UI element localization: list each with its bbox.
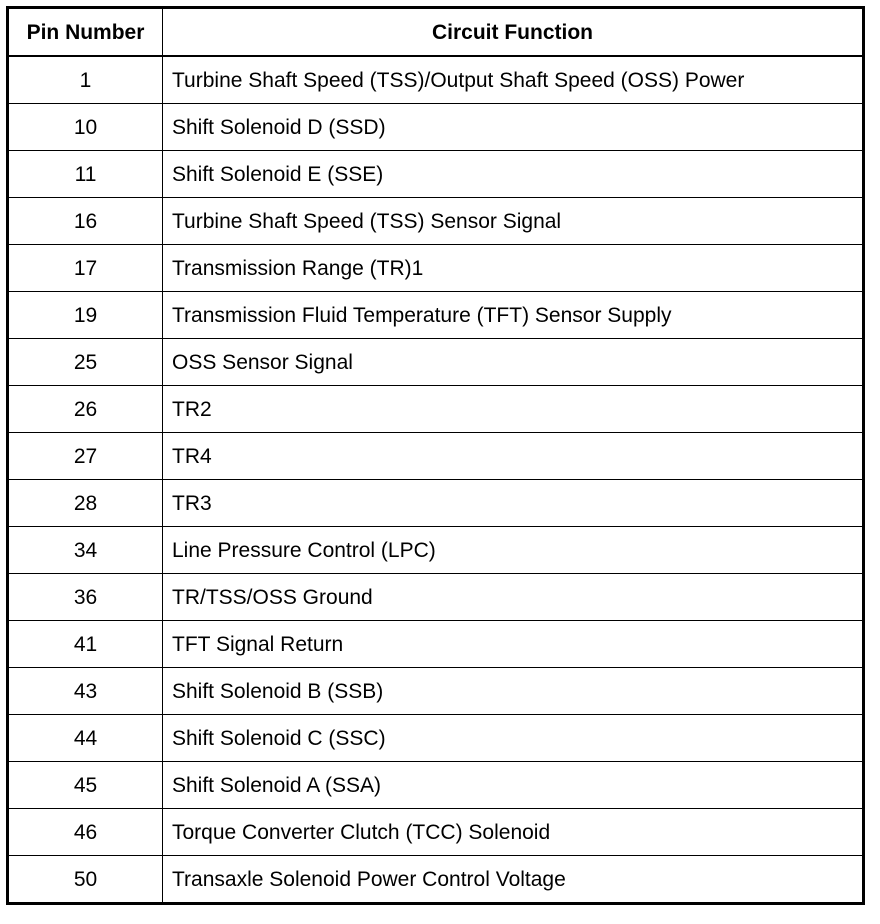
circuit-function-cell: OSS Sensor Signal: [163, 339, 864, 386]
pin-number-cell: 34: [8, 527, 163, 574]
pin-number-cell: 41: [8, 621, 163, 668]
table-row: [8, 527, 864, 574]
table-row: [8, 104, 864, 151]
pin-number-cell: 50: [8, 856, 163, 904]
pin-number-cell: 26: [8, 386, 163, 433]
pin-number-cell: 27: [8, 433, 163, 480]
pin-number-cell: 45: [8, 762, 163, 809]
table-row: [8, 151, 864, 198]
table-header: [8, 8, 864, 57]
pin-number-cell: 28: [8, 480, 163, 527]
pin-number-cell: 44: [8, 715, 163, 762]
pin-number-cell: 36: [8, 574, 163, 621]
circuit-function-cell: Shift Solenoid B (SSB): [163, 668, 864, 715]
table-row: [8, 856, 864, 904]
circuit-function-cell: Transmission Range (TR)1: [163, 245, 864, 292]
table-body: [8, 56, 864, 904]
circuit-function-cell: Shift Solenoid D (SSD): [163, 104, 864, 151]
table-row: [8, 668, 864, 715]
circuit-function-cell: TR2: [163, 386, 864, 433]
table-row: [8, 433, 864, 480]
circuit-function-cell: Shift Solenoid C (SSC): [163, 715, 864, 762]
pin-number-header: Pin Number: [8, 8, 163, 57]
pin-number-cell: 46: [8, 809, 163, 856]
circuit-function-cell: Torque Converter Clutch (TCC) Solenoid: [163, 809, 864, 856]
pin-number-cell: 10: [8, 104, 163, 151]
pin-number-cell: 17: [8, 245, 163, 292]
circuit-function-cell: Transaxle Solenoid Power Control Voltage: [163, 856, 864, 904]
circuit-function-cell: TFT Signal Return: [163, 621, 864, 668]
circuit-function-cell: Shift Solenoid E (SSE): [163, 151, 864, 198]
table-row: [8, 480, 864, 527]
table-row: [8, 809, 864, 856]
circuit-function-header: Circuit Function: [163, 8, 864, 57]
circuit-function-cell: TR4: [163, 433, 864, 480]
circuit-function-cell: Turbine Shaft Speed (TSS) Sensor Signal: [163, 198, 864, 245]
table-row: [8, 386, 864, 433]
table-row: [8, 621, 864, 668]
circuit-function-cell: Turbine Shaft Speed (TSS)/Output Shaft Speed (OSS) Power: [163, 56, 864, 104]
circuit-function-cell: Line Pressure Control (LPC): [163, 527, 864, 574]
pin-number-cell: 25: [8, 339, 163, 386]
circuit-function-cell: Transmission Fluid Temperature (TFT) Sensor Supply: [163, 292, 864, 339]
circuit-function-cell: Shift Solenoid A (SSA): [163, 762, 864, 809]
pin-number-cell: 11: [8, 151, 163, 198]
table-row: [8, 245, 864, 292]
pin-number-cell: 19: [8, 292, 163, 339]
table-row: [8, 56, 864, 104]
pin-number-cell: 16: [8, 198, 163, 245]
circuit-function-cell: TR3: [163, 480, 864, 527]
table-row: [8, 339, 864, 386]
header-row: [8, 8, 864, 57]
table-row: [8, 762, 864, 809]
circuit-function-cell: TR/TSS/OSS Ground: [163, 574, 864, 621]
table-row: [8, 715, 864, 762]
table-row: [8, 292, 864, 339]
table-row: [8, 198, 864, 245]
pin-number-cell: 1: [8, 56, 163, 104]
table-row: [8, 574, 864, 621]
pin-function-table: [6, 6, 865, 905]
pin-number-cell: 43: [8, 668, 163, 715]
